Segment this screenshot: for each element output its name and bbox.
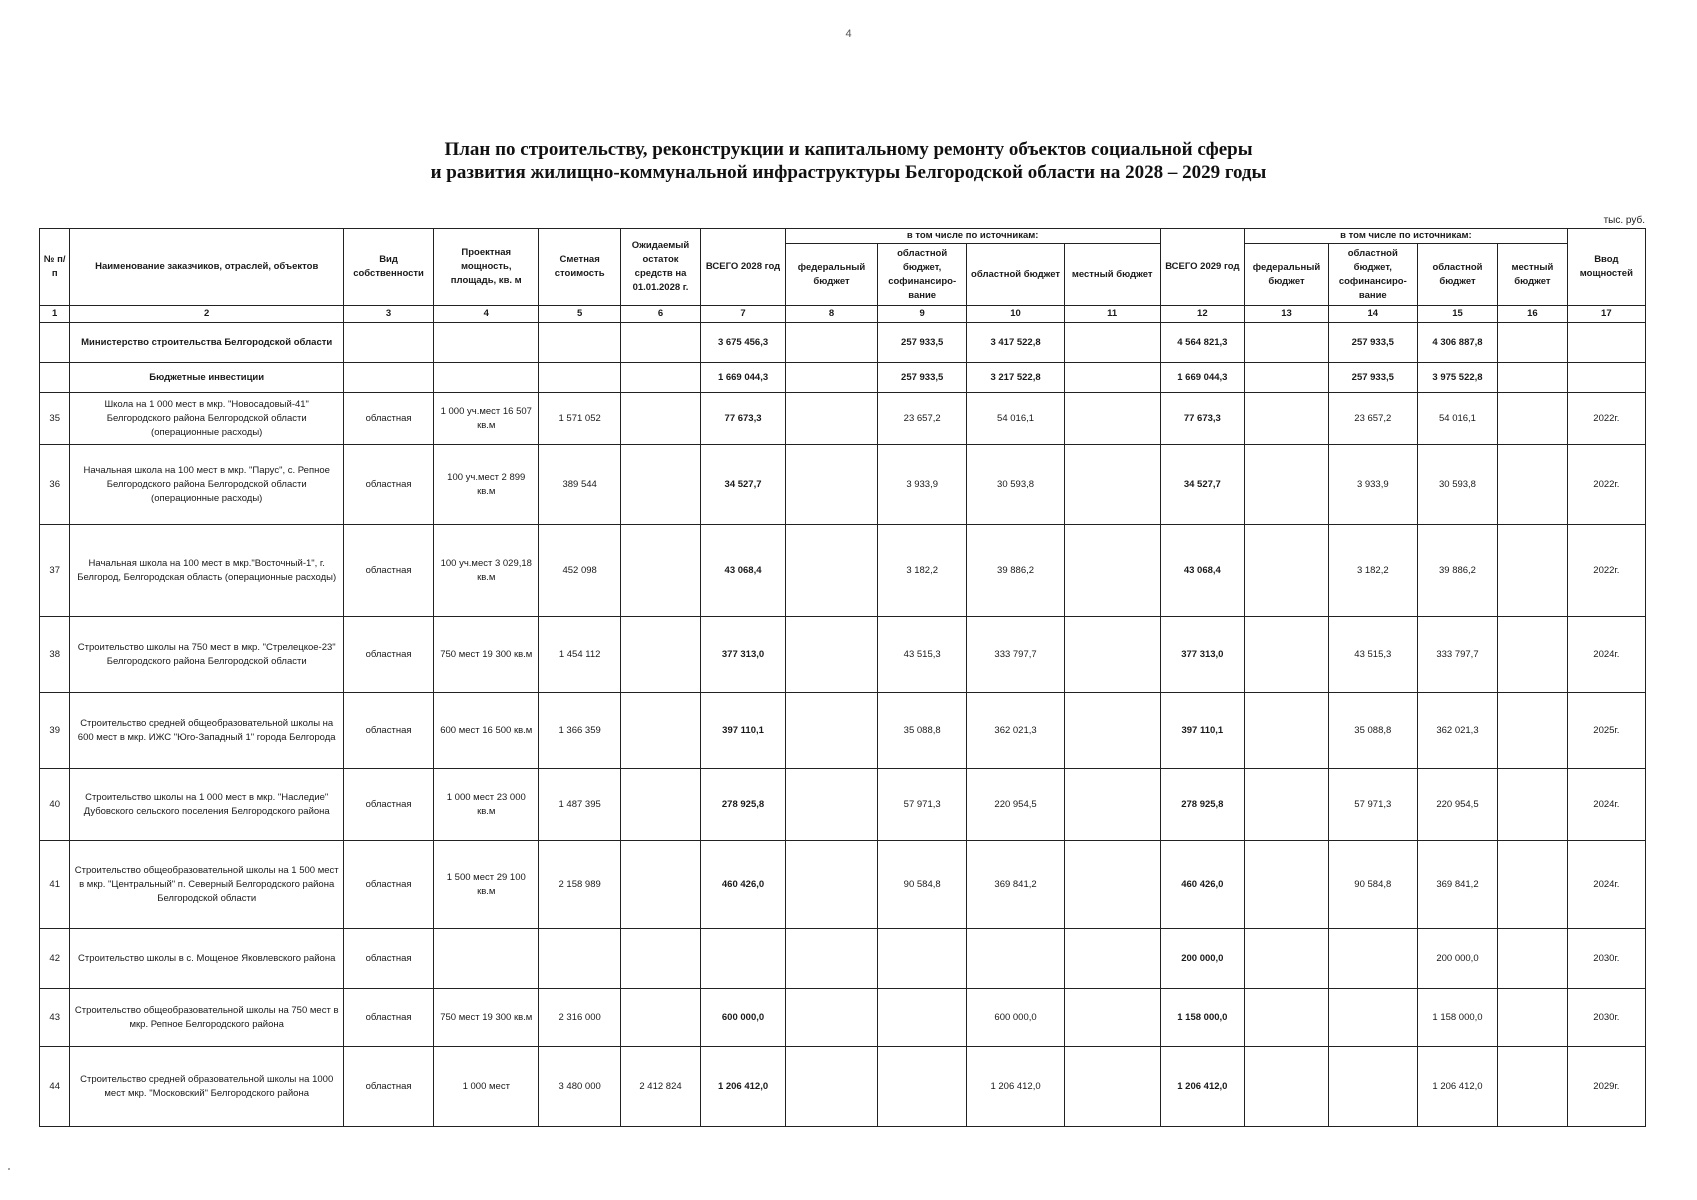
cell-federal-2029	[1245, 989, 1329, 1047]
cell-row-number: 42	[40, 929, 70, 989]
cell-row-number: 40	[40, 769, 70, 841]
summary-local-2028	[1064, 323, 1160, 363]
column-number: 7	[701, 306, 786, 323]
title-line-1: План по строительству, реконструкции и капитальному ремонту объектов социальной сферы	[444, 139, 1253, 160]
cell-ownership: областная	[344, 841, 434, 929]
table-row	[40, 525, 1646, 617]
summary-row-investments	[40, 363, 1646, 393]
cell-total-2028	[701, 929, 786, 989]
header-regional-2029: областной бюджет	[1417, 244, 1497, 306]
cell-total-2028: 600 000,0	[701, 989, 786, 1047]
header-regional-2028: областной бюджет	[967, 244, 1065, 306]
cell-total-2029: 200 000,0	[1160, 929, 1245, 989]
cell-local-2029	[1498, 445, 1568, 525]
summary-federal-2028	[785, 363, 877, 393]
cell-cofin-2028	[878, 989, 967, 1047]
table-row	[40, 1047, 1646, 1127]
column-number: 2	[70, 306, 344, 323]
cell-total-2029: 397 110,1	[1160, 693, 1245, 769]
cell-local-2028	[1064, 841, 1160, 929]
cell-federal-2028	[785, 617, 877, 693]
cell-regional-2029: 362 021,3	[1417, 693, 1497, 769]
header-cofin-2029: областной бюджет, софинансиро-вание	[1328, 244, 1417, 306]
cell-federal-2029	[1245, 693, 1329, 769]
cell-total-2028: 377 313,0	[701, 617, 786, 693]
column-number: 5	[539, 306, 620, 323]
cell-total-2028: 278 925,8	[701, 769, 786, 841]
header-cofin-2028: областной бюджет, софинансиро-вание	[878, 244, 967, 306]
cell-federal-2028	[785, 929, 877, 989]
cell-local-2028	[1064, 929, 1160, 989]
cell-cofin-2028: 43 515,3	[878, 617, 967, 693]
summary-name: Министерство строительства Белгородской области	[70, 323, 344, 363]
summary-regional-2028: 3 217 522,8	[967, 363, 1065, 393]
cell-ownership: областная	[344, 769, 434, 841]
scan-artifact	[8, 1168, 10, 1170]
table-row	[40, 445, 1646, 525]
cell-federal-2028	[785, 1047, 877, 1127]
header-federal-2029: федеральный бюджет	[1245, 244, 1329, 306]
cell-local-2028	[1064, 617, 1160, 693]
cell-estimated-cost: 3 480 000	[539, 1047, 620, 1127]
cell-regional-2028: 30 593,8	[967, 445, 1065, 525]
cell-federal-2028	[785, 445, 877, 525]
cell-estimated-cost: 2 316 000	[539, 989, 620, 1047]
summary-local-2029	[1498, 363, 1568, 393]
cell-cofin-2028: 3 182,2	[878, 525, 967, 617]
plan-table	[39, 228, 1646, 1127]
cell-estimated-cost	[539, 929, 620, 989]
cell-commissioning: 2030г.	[1567, 989, 1645, 1047]
column-number: 13	[1245, 306, 1329, 323]
cell-total-2029: 43 068,4	[1160, 525, 1245, 617]
cell-cofin-2029: 23 657,2	[1328, 393, 1417, 445]
cell-cofin-2028: 57 971,3	[878, 769, 967, 841]
cell-capacity: 750 мест 19 300 кв.м	[434, 617, 539, 693]
cell-local-2028	[1064, 445, 1160, 525]
cell-cofin-2028: 90 584,8	[878, 841, 967, 929]
cell-regional-2028: 39 886,2	[967, 525, 1065, 617]
table-row	[40, 693, 1646, 769]
cell-cofin-2028: 35 088,8	[878, 693, 967, 769]
cell-row-number: 44	[40, 1047, 70, 1127]
table-row	[40, 617, 1646, 693]
cell-total-2028: 1 206 412,0	[701, 1047, 786, 1127]
cell-regional-2029: 39 886,2	[1417, 525, 1497, 617]
cell-local-2029	[1498, 929, 1568, 989]
cell-cofin-2029: 35 088,8	[1328, 693, 1417, 769]
header-federal-2028: федеральный бюджет	[785, 244, 877, 306]
cell-federal-2028	[785, 989, 877, 1047]
cell-federal-2028	[785, 841, 877, 929]
summary-federal-2028	[785, 323, 877, 363]
cell-estimated-cost: 1 487 395	[539, 769, 620, 841]
cell-cofin-2029: 90 584,8	[1328, 841, 1417, 929]
column-number: 9	[878, 306, 967, 323]
cell-cofin-2028	[878, 1047, 967, 1127]
cell-local-2028	[1064, 525, 1160, 617]
cell-regional-2029: 1 158 000,0	[1417, 989, 1497, 1047]
cell-regional-2029: 220 954,5	[1417, 769, 1497, 841]
cell-object-name: Строительство школы на 750 мест в мкр. "Стрелецкое-23" Белгородского района Белгородской области	[70, 617, 344, 693]
column-number: 6	[620, 306, 700, 323]
summary-cofin-2028: 257 933,5	[878, 363, 967, 393]
header-num: № п/п	[40, 229, 70, 306]
summary-name: Бюджетные инвестиции	[70, 363, 344, 393]
cell-row-number: 36	[40, 445, 70, 525]
column-number: 17	[1567, 306, 1645, 323]
cell-capacity: 600 мест 16 500 кв.м	[434, 693, 539, 769]
column-number-row	[40, 306, 1646, 323]
cell-commissioning: 2025г.	[1567, 693, 1645, 769]
cell-ownership: областная	[344, 393, 434, 445]
header-total-2028: ВСЕГО 2028 год	[701, 229, 786, 306]
cell-object-name: Начальная школа на 100 мест в мкр. "Парус", с. Репное Белгородского района Белгородской области (операционные расходы)	[70, 445, 344, 525]
cell-federal-2029	[1245, 769, 1329, 841]
page-number: 4	[845, 28, 852, 40]
cell-commissioning: 2024г.	[1567, 617, 1645, 693]
cell-local-2029	[1498, 693, 1568, 769]
cell-cofin-2028: 23 657,2	[878, 393, 967, 445]
cell-cofin-2029	[1328, 929, 1417, 989]
header-total-2029: ВСЕГО 2029 год	[1160, 229, 1245, 306]
cell-total-2028: 34 527,7	[701, 445, 786, 525]
cell-total-2028: 43 068,4	[701, 525, 786, 617]
column-number: 3	[344, 306, 434, 323]
cell-regional-2028	[967, 929, 1065, 989]
cell-expected-balance	[620, 989, 700, 1047]
cell-object-name: Школа на 1 000 мест в мкр. "Новосадовый-41" Белгородского района Белгородской области (операционные расходы)	[70, 393, 344, 445]
cell-total-2028: 460 426,0	[701, 841, 786, 929]
cell-row-number: 35	[40, 393, 70, 445]
cell-row-number: 41	[40, 841, 70, 929]
cell-ownership: областная	[344, 929, 434, 989]
cell-expected-balance	[620, 929, 700, 989]
cell-commissioning: 2022г.	[1567, 445, 1645, 525]
cell-federal-2028	[785, 525, 877, 617]
cell-estimated-cost: 452 098	[539, 525, 620, 617]
cell-local-2029	[1498, 617, 1568, 693]
header-by-sources-2028: в том числе по источникам:	[785, 229, 1160, 244]
cell-federal-2029	[1245, 525, 1329, 617]
cell-capacity: 1 000 уч.мест 16 507 кв.м	[434, 393, 539, 445]
cell-capacity	[434, 929, 539, 989]
cell-local-2029	[1498, 393, 1568, 445]
cell-expected-balance	[620, 769, 700, 841]
header-local-2029: местный бюджет	[1498, 244, 1568, 306]
cell-ownership: областная	[344, 617, 434, 693]
cell-regional-2029: 1 206 412,0	[1417, 1047, 1497, 1127]
table-row	[40, 989, 1646, 1047]
cell-regional-2028: 600 000,0	[967, 989, 1065, 1047]
cell-cofin-2029: 3 182,2	[1328, 525, 1417, 617]
header-by-sources-2029: в том числе по источникам:	[1245, 229, 1568, 244]
header-estimated-cost: Сметная стоимость	[539, 229, 620, 306]
cell-commissioning: 2029г.	[1567, 1047, 1645, 1127]
cell-estimated-cost: 389 544	[539, 445, 620, 525]
header-local-2028: местный бюджет	[1064, 244, 1160, 306]
summary-local-2029	[1498, 323, 1568, 363]
column-number: 12	[1160, 306, 1245, 323]
cell-federal-2029	[1245, 929, 1329, 989]
cell-object-name: Строительство общеобразовательной школы на 750 мест в мкр. Репное Белгородского района	[70, 989, 344, 1047]
cell-federal-2029	[1245, 445, 1329, 525]
summary-total-2028: 3 675 456,3	[701, 323, 786, 363]
cell-expected-balance	[620, 693, 700, 769]
cell-object-name: Строительство школы в с. Мощеное Яковлевского района	[70, 929, 344, 989]
cell-regional-2029: 30 593,8	[1417, 445, 1497, 525]
header-name: Наименование заказчиков, отраслей, объектов	[70, 229, 344, 306]
cell-estimated-cost: 2 158 989	[539, 841, 620, 929]
cell-regional-2028: 362 021,3	[967, 693, 1065, 769]
header-expected-balance: Ожидаемый остаток средств на 01.01.2028 г.	[620, 229, 700, 306]
cell-object-name: Строительство общеобразовательной школы на 1 500 мест в мкр. "Центральный" п. Северный Белгородского района Белгородской области	[70, 841, 344, 929]
table-row	[40, 841, 1646, 929]
title-line-2: и развития жилищно-коммунальной инфраструктуры Белгородской области на 2028 – 2029 годы	[430, 162, 1267, 183]
summary-row-ministry	[40, 323, 1646, 363]
cell-federal-2028	[785, 769, 877, 841]
table-row	[40, 393, 1646, 445]
summary-cofin-2029: 257 933,5	[1328, 323, 1417, 363]
header-ownership: Вид собственности	[344, 229, 434, 306]
cell-regional-2028: 220 954,5	[967, 769, 1065, 841]
cell-capacity: 100 уч.мест 3 029,18 кв.м	[434, 525, 539, 617]
cell-cofin-2029	[1328, 989, 1417, 1047]
summary-regional-2028: 3 417 522,8	[967, 323, 1065, 363]
cell-regional-2028: 369 841,2	[967, 841, 1065, 929]
cell-total-2029: 377 313,0	[1160, 617, 1245, 693]
cell-regional-2029: 333 797,7	[1417, 617, 1497, 693]
cell-expected-balance	[620, 617, 700, 693]
cell-cofin-2029	[1328, 1047, 1417, 1127]
cell-row-number: 37	[40, 525, 70, 617]
cell-regional-2029: 200 000,0	[1417, 929, 1497, 989]
cell-commissioning: 2030г.	[1567, 929, 1645, 989]
cell-federal-2029	[1245, 1047, 1329, 1127]
summary-total-2028: 1 669 044,3	[701, 363, 786, 393]
column-number: 8	[785, 306, 877, 323]
cell-local-2028	[1064, 1047, 1160, 1127]
cell-object-name: Строительство школы на 1 000 мест в мкр. "Наследие" Дубовского сельского поселения Белгородского района	[70, 769, 344, 841]
cell-regional-2029: 369 841,2	[1417, 841, 1497, 929]
cell-cofin-2029: 43 515,3	[1328, 617, 1417, 693]
cell-commissioning: 2022г.	[1567, 525, 1645, 617]
unit-label: тыс. руб.	[1603, 215, 1645, 226]
cell-object-name: Начальная школа на 100 мест в мкр."Восточный-1", г. Белгород, Белгородская область (операционные расходы)	[70, 525, 344, 617]
cell-object-name: Строительство средней общеобразовательной школы на 600 мест в мкр. ИЖС "Юго-Западный 1" города Белгорода	[70, 693, 344, 769]
cell-commissioning: 2024г.	[1567, 769, 1645, 841]
cell-total-2029: 1 206 412,0	[1160, 1047, 1245, 1127]
cell-federal-2029	[1245, 393, 1329, 445]
table-row	[40, 769, 1646, 841]
cell-estimated-cost: 1 571 052	[539, 393, 620, 445]
column-number: 1	[40, 306, 70, 323]
cell-local-2028	[1064, 393, 1160, 445]
cell-local-2029	[1498, 841, 1568, 929]
cell-total-2029: 460 426,0	[1160, 841, 1245, 929]
cell-total-2029: 278 925,8	[1160, 769, 1245, 841]
cell-object-name: Строительство средней образовательной школы на 1000 мест мкр. "Московский" Белгородского района	[70, 1047, 344, 1127]
cell-cofin-2029: 3 933,9	[1328, 445, 1417, 525]
cell-row-number: 39	[40, 693, 70, 769]
column-number: 14	[1328, 306, 1417, 323]
cell-expected-balance: 2 412 824	[620, 1047, 700, 1127]
cell-ownership: областная	[344, 1047, 434, 1127]
cell-federal-2028	[785, 393, 877, 445]
column-number: 16	[1498, 306, 1568, 323]
cell-expected-balance	[620, 445, 700, 525]
summary-total-2029: 4 564 821,3	[1160, 323, 1245, 363]
cell-total-2029: 77 673,3	[1160, 393, 1245, 445]
column-number: 15	[1417, 306, 1497, 323]
cell-total-2028: 397 110,1	[701, 693, 786, 769]
cell-estimated-cost: 1 454 112	[539, 617, 620, 693]
cell-federal-2028	[785, 693, 877, 769]
table-body	[40, 323, 1646, 1127]
cell-expected-balance	[620, 841, 700, 929]
cell-capacity: 100 уч.мест 2 899 кв.м	[434, 445, 539, 525]
cell-ownership: областная	[344, 525, 434, 617]
summary-local-2028	[1064, 363, 1160, 393]
document-title	[0, 138, 1697, 184]
cell-capacity: 1 500 мест 29 100 кв.м	[434, 841, 539, 929]
cell-ownership: областная	[344, 693, 434, 769]
cell-regional-2029: 54 016,1	[1417, 393, 1497, 445]
cell-local-2029	[1498, 989, 1568, 1047]
cell-federal-2029	[1245, 617, 1329, 693]
cell-capacity: 1 000 мест 23 000 кв.м	[434, 769, 539, 841]
cell-total-2029: 34 527,7	[1160, 445, 1245, 525]
cell-total-2029: 1 158 000,0	[1160, 989, 1245, 1047]
cell-capacity: 1 000 мест	[434, 1047, 539, 1127]
header-commissioning: Ввод мощностей	[1567, 229, 1645, 306]
summary-total-2029: 1 669 044,3	[1160, 363, 1245, 393]
table-row	[40, 929, 1646, 989]
summary-federal-2029	[1245, 363, 1329, 393]
cell-local-2028	[1064, 989, 1160, 1047]
summary-regional-2029: 4 306 887,8	[1417, 323, 1497, 363]
table-header	[40, 229, 1646, 323]
cell-federal-2029	[1245, 841, 1329, 929]
cell-cofin-2029: 57 971,3	[1328, 769, 1417, 841]
cell-row-number: 43	[40, 989, 70, 1047]
column-number: 10	[967, 306, 1065, 323]
summary-federal-2029	[1245, 323, 1329, 363]
summary-regional-2029: 3 975 522,8	[1417, 363, 1497, 393]
header-capacity: Проектная мощность, площадь, кв. м	[434, 229, 539, 306]
cell-row-number: 38	[40, 617, 70, 693]
cell-regional-2028: 333 797,7	[967, 617, 1065, 693]
cell-cofin-2028	[878, 929, 967, 989]
cell-local-2029	[1498, 769, 1568, 841]
cell-capacity: 750 мест 19 300 кв.м	[434, 989, 539, 1047]
cell-cofin-2028: 3 933,9	[878, 445, 967, 525]
cell-estimated-cost: 1 366 359	[539, 693, 620, 769]
cell-ownership: областная	[344, 445, 434, 525]
cell-total-2028: 77 673,3	[701, 393, 786, 445]
cell-regional-2028: 1 206 412,0	[967, 1047, 1065, 1127]
summary-cofin-2028: 257 933,5	[878, 323, 967, 363]
cell-local-2029	[1498, 1047, 1568, 1127]
cell-expected-balance	[620, 393, 700, 445]
cell-regional-2028: 54 016,1	[967, 393, 1065, 445]
summary-cofin-2029: 257 933,5	[1328, 363, 1417, 393]
cell-local-2028	[1064, 769, 1160, 841]
column-number: 4	[434, 306, 539, 323]
cell-expected-balance	[620, 525, 700, 617]
cell-commissioning: 2022г.	[1567, 393, 1645, 445]
cell-local-2028	[1064, 693, 1160, 769]
cell-local-2029	[1498, 525, 1568, 617]
cell-ownership: областная	[344, 989, 434, 1047]
cell-commissioning: 2024г.	[1567, 841, 1645, 929]
column-number: 11	[1064, 306, 1160, 323]
